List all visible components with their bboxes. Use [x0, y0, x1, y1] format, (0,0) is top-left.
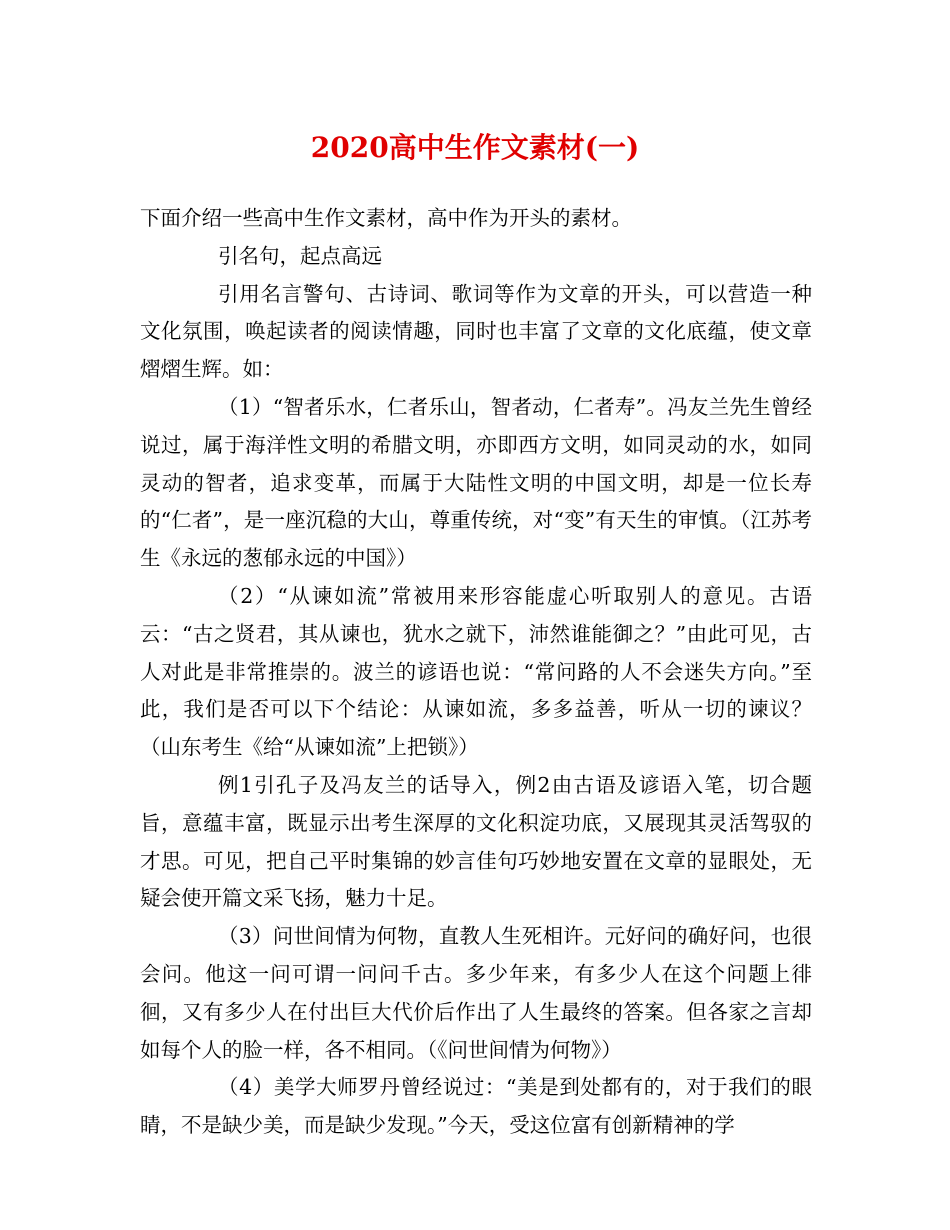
paragraph-intro: 下面介绍一些高中生作文素材，高中作为开头的素材。 — [140, 206, 632, 230]
paragraph-example-2: （2）“从谏如流”常被用来形容能虚心听取别人的意见。古语云：“古之贤君，其从谏也，犹水之就下，沛然谁能御之？”由此可见，古人对此是非常推崇的。波兰的谚语也说：“常问路的人不会迷失方向。”至此，我们是否可以下个结论：从谏如流，多多益善，听从一切的谏议？（山东考生《给“从谏如流”上把锁》） — [140, 583, 812, 760]
document-title: 2020高中生作文素材(一) — [310, 131, 640, 164]
document-body — [140, 200, 812, 1145]
section-heading: 引名句，起点高远 — [218, 243, 382, 268]
paragraph-example-4: （4）美学大师罗丹曾经说过：“美是到处都有的，对于我们的眼睛，不是缺少美，而是缺少发现。”今天，受这位富有创新精神的学 — [140, 1075, 812, 1138]
paragraph-commentary: 例1引孔子及冯友兰的话导入，例2由古语及谚语入笔，切合题旨，意蕴丰富，既显示出考生深厚的文化积淀功底，又展现其灵活驾驭的才思。可见，把自己平时集锦的妙言佳句巧妙地安置在文章的显眼处，无疑会使开篇文采飞扬，魅力十足。 — [140, 772, 812, 911]
paragraph-example-3: （3）问世间情为何物，直教人生死相许。元好问的确好问，也很会问。他这一问可谓一问问千古。多少年来，有多少人在这个问题上徘徊，又有多少人在付出巨大代价后作出了人生最终的答案。但各家之言却如每个人的脸一样，各不相同。（《问世间情为何物》） — [140, 924, 812, 1062]
paragraph-explanation: 引用名言警句、古诗词、歌词等作为文章的开头，可以营造一种文化氛围，唤起读者的阅读情趣，同时也丰富了文章的文化底蕴，使文章熠熠生辉。如： — [140, 281, 812, 382]
paragraph-example-1: （1）“智者乐水，仁者乐山，智者动，仁者寿”。冯友兰先生曾经说过，属于海洋性文明的希腊文明，亦即西方文明，如同灵动的水，如同灵动的智者，追求变革，而属于大陆性文明的中国文明，却是一位长寿的“仁者”，是一座沉稳的大山，尊重传统，对“变”有天生的审慎。（江苏考生《永远的葱郁永远的中国》） — [140, 394, 812, 571]
